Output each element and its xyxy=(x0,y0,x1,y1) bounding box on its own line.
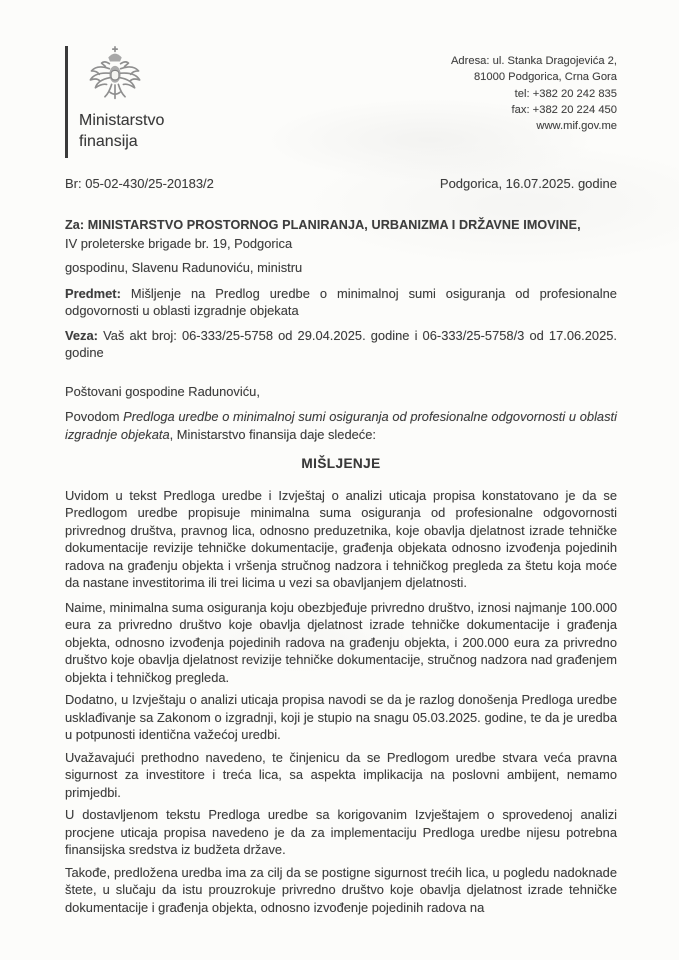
opinion-paragraph: Takođe, predložena uredba ima za cilj da se postigne sigurnost trećih lica, u pogledu nadoknade štete, u slučaju da istu prouzrokuje privredno društvo koje obavlja djelatnost izrade tehničke dokumentacije i građenja objekta, odnosno izvođenje pojedinih radova na xyxy=(65,864,617,915)
subject-line xyxy=(65,285,617,320)
letterhead xyxy=(65,44,617,160)
document-number: Br: 05-02-430/25-20183/2 xyxy=(65,176,214,191)
reference-docs-line xyxy=(65,327,617,362)
subject-label: Predmet: xyxy=(65,285,121,301)
recipient-address: IV proleterske brigade br. 19, Podgorica xyxy=(65,235,293,251)
ministry-name-line2: finansija xyxy=(79,133,138,150)
ministry-name xyxy=(79,110,164,152)
intro-prefix: Povodom xyxy=(65,409,124,424)
subject-text: Mišljenje na Predlog uredbe o minimalnoj sumi osiguranja od profesionalne odgovornosti u oblasti izgradnje objekata xyxy=(65,285,617,318)
opinion-paragraph: Dodatno, u Izvještaju o analizi uticaja propisa navodi se da je razlog donošenja Predloga uredbe usklađivanje sa Zakonom o izgradnji, koji je stupio na snagu 05.03.2025. godine, te da je uredba u potpunosti identična važećoj uredbi. xyxy=(65,692,617,742)
opinion-paragraph: Uvidom u tekst Predloga uredbe i Izvještaj o analizi uticaja propisa konstatovano je da se Predlogom uredbe propisuje minimalna suma osiguranja od profesionalne odgovornosti privrednog društva, pravnog lica, odnosno preduzetnika, koje obavlja djelatnost izrade tehničke dokumentacije revizije tehničke dokumentacije, građenja objekata odnosno izvođenja pojedinih radova na građenju objekta i vršenja stručnog nadzora i tehničkog pregleda za štetu koja moće da nastane investitorima ili trei licima u vezi sa obavljanjem djelatnosti. xyxy=(65,487,617,590)
opinion-heading: MIŠLJENJE xyxy=(301,456,381,471)
reference-row xyxy=(65,176,617,191)
salutation: Poštovani gospodine Radunoviću, xyxy=(65,383,260,399)
ministry-logo xyxy=(65,44,164,160)
recipient-ministry: Za: MINISTARSTVO PROSTORNOG PLANIRANJA, URBANIZMA I DRŽAVNE IMOVINE, xyxy=(65,218,581,232)
opinion-paragraph: Naime, minimalna suma osiguranja koju obezbjeđuje privredno društvo, iznosi najmanje 100.000 eura za privredno društvo koje obavlja djelatnost izrade tehničke dokumentacije i građenja objekta, odnosno izvođenja pojedinih radova na građenju objekta, i 200.000 eura za privredno društvo koje obavlja djelatnost revizije tehničke dokumentacije, stručnog nadzora nad građenjem objekta i tehničkog pregleda. xyxy=(65,599,617,685)
logo-divider-bar xyxy=(65,46,68,158)
intro-suffix: , Ministarstvo finansija daje sledeće: xyxy=(169,426,376,442)
opinion-paragraph: Uvažavajući prethodno navedeno, te činjenicu da se Predlogom uredbe stvara veća pravna sigurnost za investitore i treća lica, sa aspekta implikacija na poslovni ambijent, nemamo primjedbi. xyxy=(65,749,617,800)
address-line: Adresa: ul. Stanka Dragojevića 2, xyxy=(450,55,617,67)
opinion-body xyxy=(65,487,617,917)
place-and-date: Podgorica, 16.07.2025. godine xyxy=(439,176,617,191)
phone-line: tel: +382 20 242 835 xyxy=(514,87,617,100)
recipient-block xyxy=(65,217,617,252)
intro-regulation-title: Predloga uredbe o minimalnoj sumi osiguranja od profesionalne odgovornosti u oblasti izgradnje objekata xyxy=(65,409,617,442)
veza-text: Vaš akt broj: 06-333/25-5758 od 29.04.2025. godine i 06-333/25-5758/3 od 17.06.2025. godine xyxy=(65,327,617,360)
fax-line: fax: +382 20 224 450 xyxy=(511,103,617,116)
montenegro-coat-of-arms-icon xyxy=(87,44,143,108)
veza-label: Veza: xyxy=(65,327,98,343)
intro-paragraph xyxy=(65,408,617,443)
website-line: www.mif.gov.me xyxy=(536,120,617,133)
ministry-name-line1: Ministarstvo xyxy=(79,112,165,129)
contact-info-block xyxy=(451,44,617,160)
recipient-person: gospodinu, Slavenu Radunoviću, ministru xyxy=(65,260,303,275)
address-line: 81000 Podgorica, Crna Gora xyxy=(473,71,617,84)
opinion-paragraph: U dostavljenom tekstu Predloga uredbe sa korigovanim Izvještajem o sprovedenoj analizi procjene uticaja propisa navedeno je da za implementaciju Predloga uredbe nijesu potrebna finansijska sredstva iz budžeta države. xyxy=(65,807,617,857)
